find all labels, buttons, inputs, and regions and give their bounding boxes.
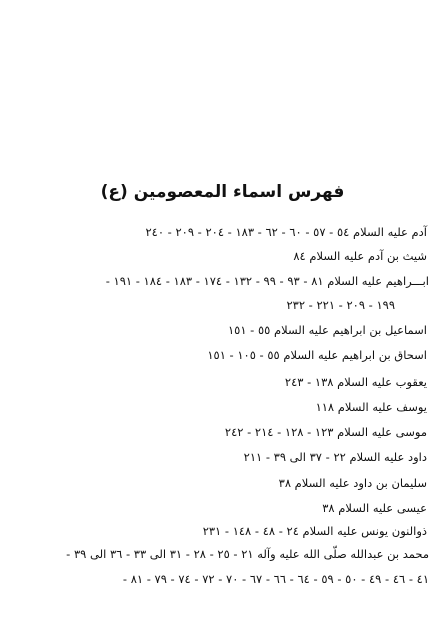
entry-ibrahim-continued: ١٩٩ - ٢٠٩ - ٢٢١ - ٢٣٢ xyxy=(286,298,395,312)
entry-sheth: شيث بن آدم عليه السلام ٨٤ xyxy=(293,249,427,263)
entry-ismail: اسماعيل بن ابراهيم عليه السلام ٥٥ - ١٥١ xyxy=(228,323,427,337)
entry-muhammad: محمد بن عبدالله صلّى الله عليه وآله ٢١ - ٢٥ - ٢٨ - ٣١ الى ٣٣ - ٣٦ الى ٣٩ - xyxy=(66,547,429,561)
entry-musa: موسى عليه السلام ١٢٣ - ١٢٨ - ٢١٤ - ٢٤٢ xyxy=(224,425,427,439)
index-title: فهرس اسماء المعصومين (ع) xyxy=(100,182,345,202)
entry-yaqub: يعقوب عليه السلام ١٣٨ - ٢٤٣ xyxy=(284,375,427,389)
entry-isa: عيسى عليه السلام ٣٨ xyxy=(322,501,427,515)
entry-dawud: داود عليه السلام ٢٢ - ٣٧ الى ٣٩ - ٢١١ xyxy=(243,450,427,464)
entry-ibrahim: ابـــراهيم عليه السلام ٨١ - ٩٣ - ٩٩ - ١٣٢ - ١٧٤ - ١٨٣ - ١٨٤ - ١٩١ - xyxy=(105,274,429,288)
entry-sulayman: سليمان بن داود عليه السلام ٣٨ xyxy=(278,476,427,490)
entry-dhul-nun-yunus: ذوالنون يونس عليه السلام ٢٤ - ٤٨ - ١٤٨ - ٢٣١ xyxy=(202,524,427,538)
entry-muhammad-continued: ٤١ - ٤٦ - ٤٩ - ٥٠ - ٥٩ - ٦٤ - ٦٦ - ٦٧ - ٧٠ - ٧٢ - ٧٤ - ٧٩ - ٨١ - xyxy=(122,572,429,586)
entry-adam: آدم عليه السلام ٥٤ - ٥٧ - ٦٠ - ٦٢ - ١٨٣ - ٢٠٤ - ٢٠٩ - ٢٤٠ xyxy=(145,225,427,239)
entry-yusuf: يوسف عليه السلام ١١٨ xyxy=(315,400,427,414)
entry-ishaq: اسحاق بن ابراهيم عليه السلام ٥٥ - ١٠٥ - ١٥١ xyxy=(207,348,427,362)
